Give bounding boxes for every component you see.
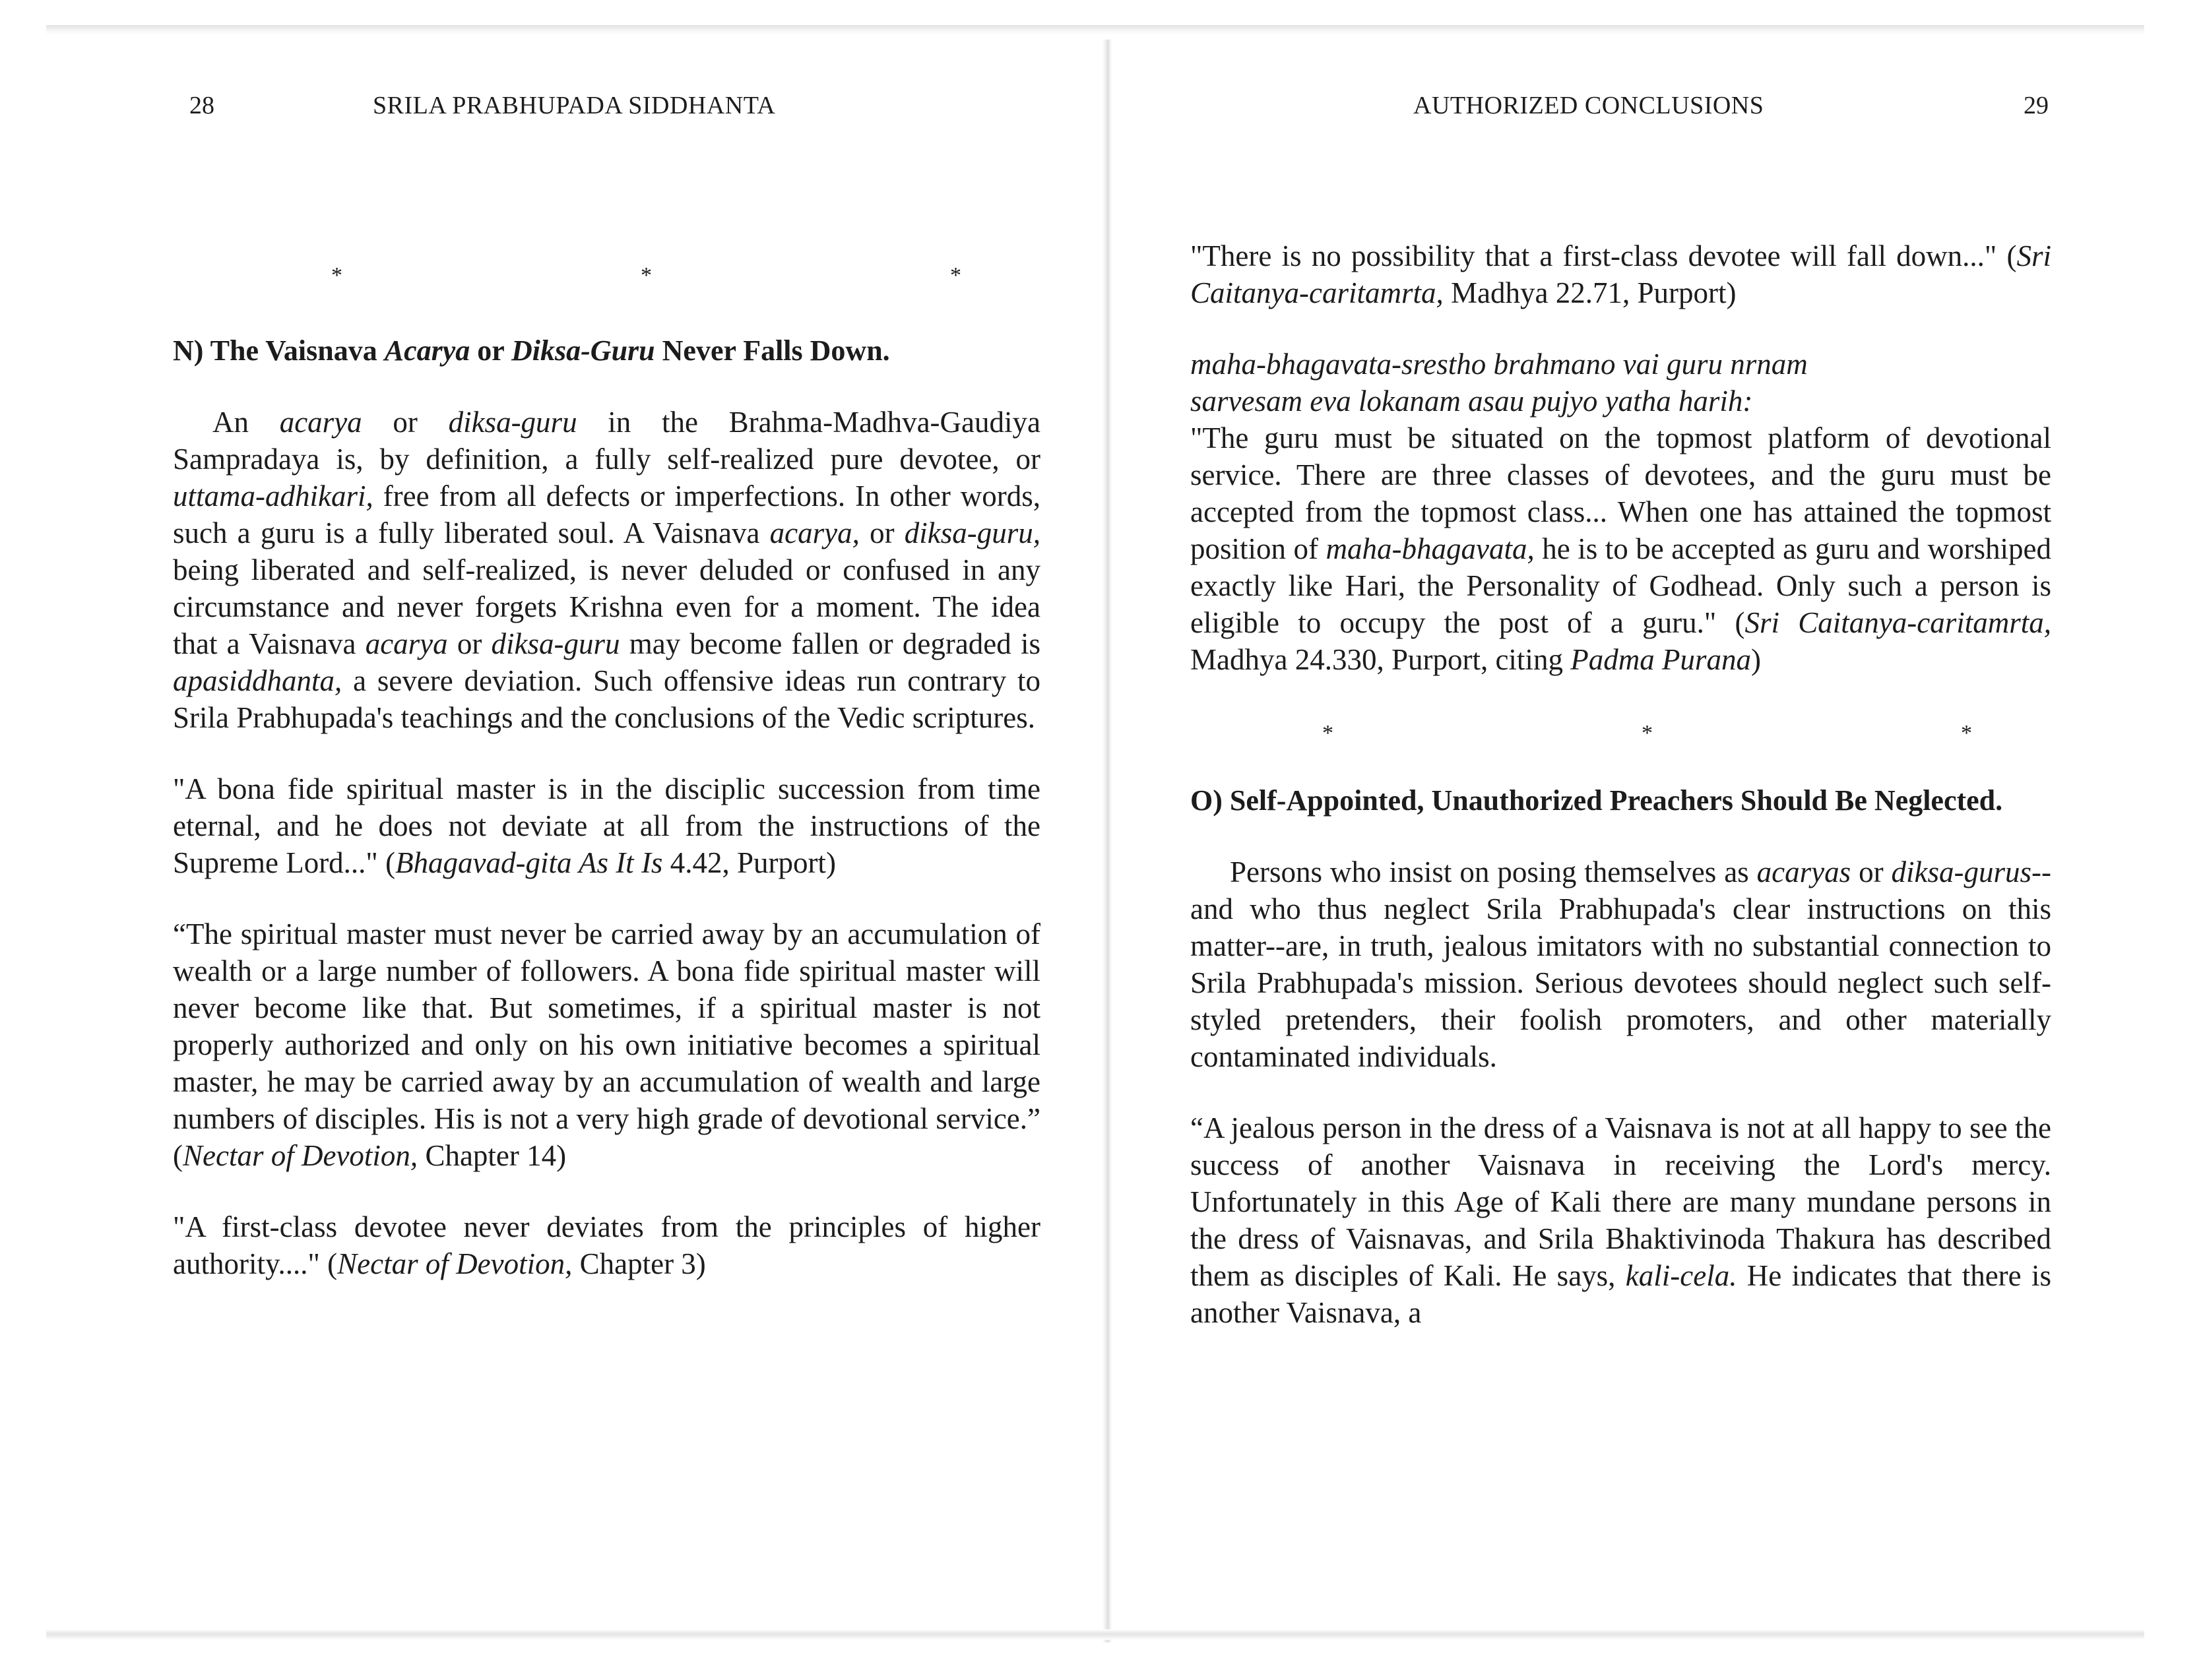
quote-paragraph: “The spiritual master must never be carried away by an accumulation of wealth or a large number of followers. A bona fide spiritual master will never become like that. But sometimes, if a spiritual master is not properly authorized and only on his own initiative becomes a spiritual master, he may be carried away by an accumulation of wealth and large numbers of disciples. His is not a very high grade of devotional service.” (Nectar of Devotion, Chapter 14) (173, 918, 1040, 1172)
book-gutter (1102, 40, 1112, 1642)
sanskrit-verse-line: maha-bhagavata-srestho brahmano vai guru nrnam (1190, 348, 1808, 381)
separator-star: * (1322, 721, 1333, 745)
running-header: AUTHORIZED CONCLUSIONS (1413, 92, 1764, 119)
quote-paragraph: "The guru must be situated on the topmost platform of devotional service. There are three classes of devotees, and the guru must be accepted from the topmost class... When one has attained the topmost position of maha-bhagavata, he is to be accepted as guru and worshiped exactly like Hari, the Personality of Godhead. Only such a person is eligible to occupy the post of a guru." (Sri Caitanya-caritamrta, Madhya 24.330, Purport, citing Padma Purana) (1190, 421, 2052, 676)
running-header: SRILA PRABHUPADA SIDDHANTA (373, 92, 776, 119)
section-separator (173, 257, 1040, 294)
body-paragraph: An acarya or diksa-guru in the Brahma-Madhva-Gaudiya Sampradaya is, by definition, a fully self-realized pure devotee, or uttama-adhikari, free from all defects or imperfections. In other words, such a guru is a fully liberated soul. A Vaisnava acarya, or diksa-guru, being liberated and self-realized, is never deluded or confused in any circumstance and never forgets Krishna even for a moment. The idea that a Vaisnava acarya or diksa-guru may become fallen or degraded is apasiddhanta, a severe deviation. Such offensive ideas run contrary to Srila Prabhupada's teachings and the conclusions of the Vedic scriptures. (173, 406, 1040, 734)
page-content (1190, 237, 2051, 1365)
separator-star: * (1642, 721, 1653, 745)
section-heading: N) The Vaisnava Acarya or Diksa-Guru Never Falls Down. (173, 334, 890, 367)
page-number: 29 (2024, 92, 2049, 119)
section-heading: O) Self-Appointed, Unauthorized Preachers Should Be Neglected. (1190, 784, 2003, 817)
separator-star: * (1961, 721, 1972, 745)
separator-star: * (641, 263, 652, 288)
quote-paragraph: "A first-class devotee never deviates from the principles of higher authority...." (Nectar of Devotion, Chapter 3) (173, 1210, 1040, 1280)
page-number: 28 (189, 92, 214, 119)
sanskrit-verse-line: sarvesam eva lokanam asau pujyo yatha harih: (1190, 385, 1753, 418)
separator-star: * (950, 263, 961, 288)
quote-paragraph: “A jealous person in the dress of a Vaisnava is not at all happy to see the success of another Vaisnava in receiving the Lord's mercy. Unfortunately in this Age of Kali there are many mundane persons in the dress of Vaisnavas, and Srila Bhaktivinoda Thakura has described them as disciples of Kali. He says, kali-cela. He indicates that there is another Vaisnava, a (1190, 1111, 2052, 1329)
section-separator (1190, 715, 2051, 752)
right-page (1111, 0, 2205, 1680)
quote-paragraph: "A bona fide spiritual master is in the disciplic succession from time eternal, and he does not deviate at all from the instructions of the Supreme Lord..." (Bhagavad-gita As It Is 4.42, Purport) (173, 772, 1040, 879)
body-paragraph: Persons who insist on posing themselves as acaryas or diksa-gurus--and who thus neglect Srila Prabhupada's clear instructions on this matter--are, in truth, jealous imitators with no substantial connection to Srila Prabhupada's mission. Serious devotees should neglect such self-styled pretenders, their foolish promoters, and other materially contaminated individuals. (1190, 856, 2051, 1073)
quote-paragraph: "There is no possibility that a first-class devotee will fall down..." (Sri Caitanya-caritamrta, Madhya 22.71, Purport) (1190, 239, 2051, 309)
separator-star: * (331, 263, 342, 288)
page-content (173, 257, 1040, 1317)
